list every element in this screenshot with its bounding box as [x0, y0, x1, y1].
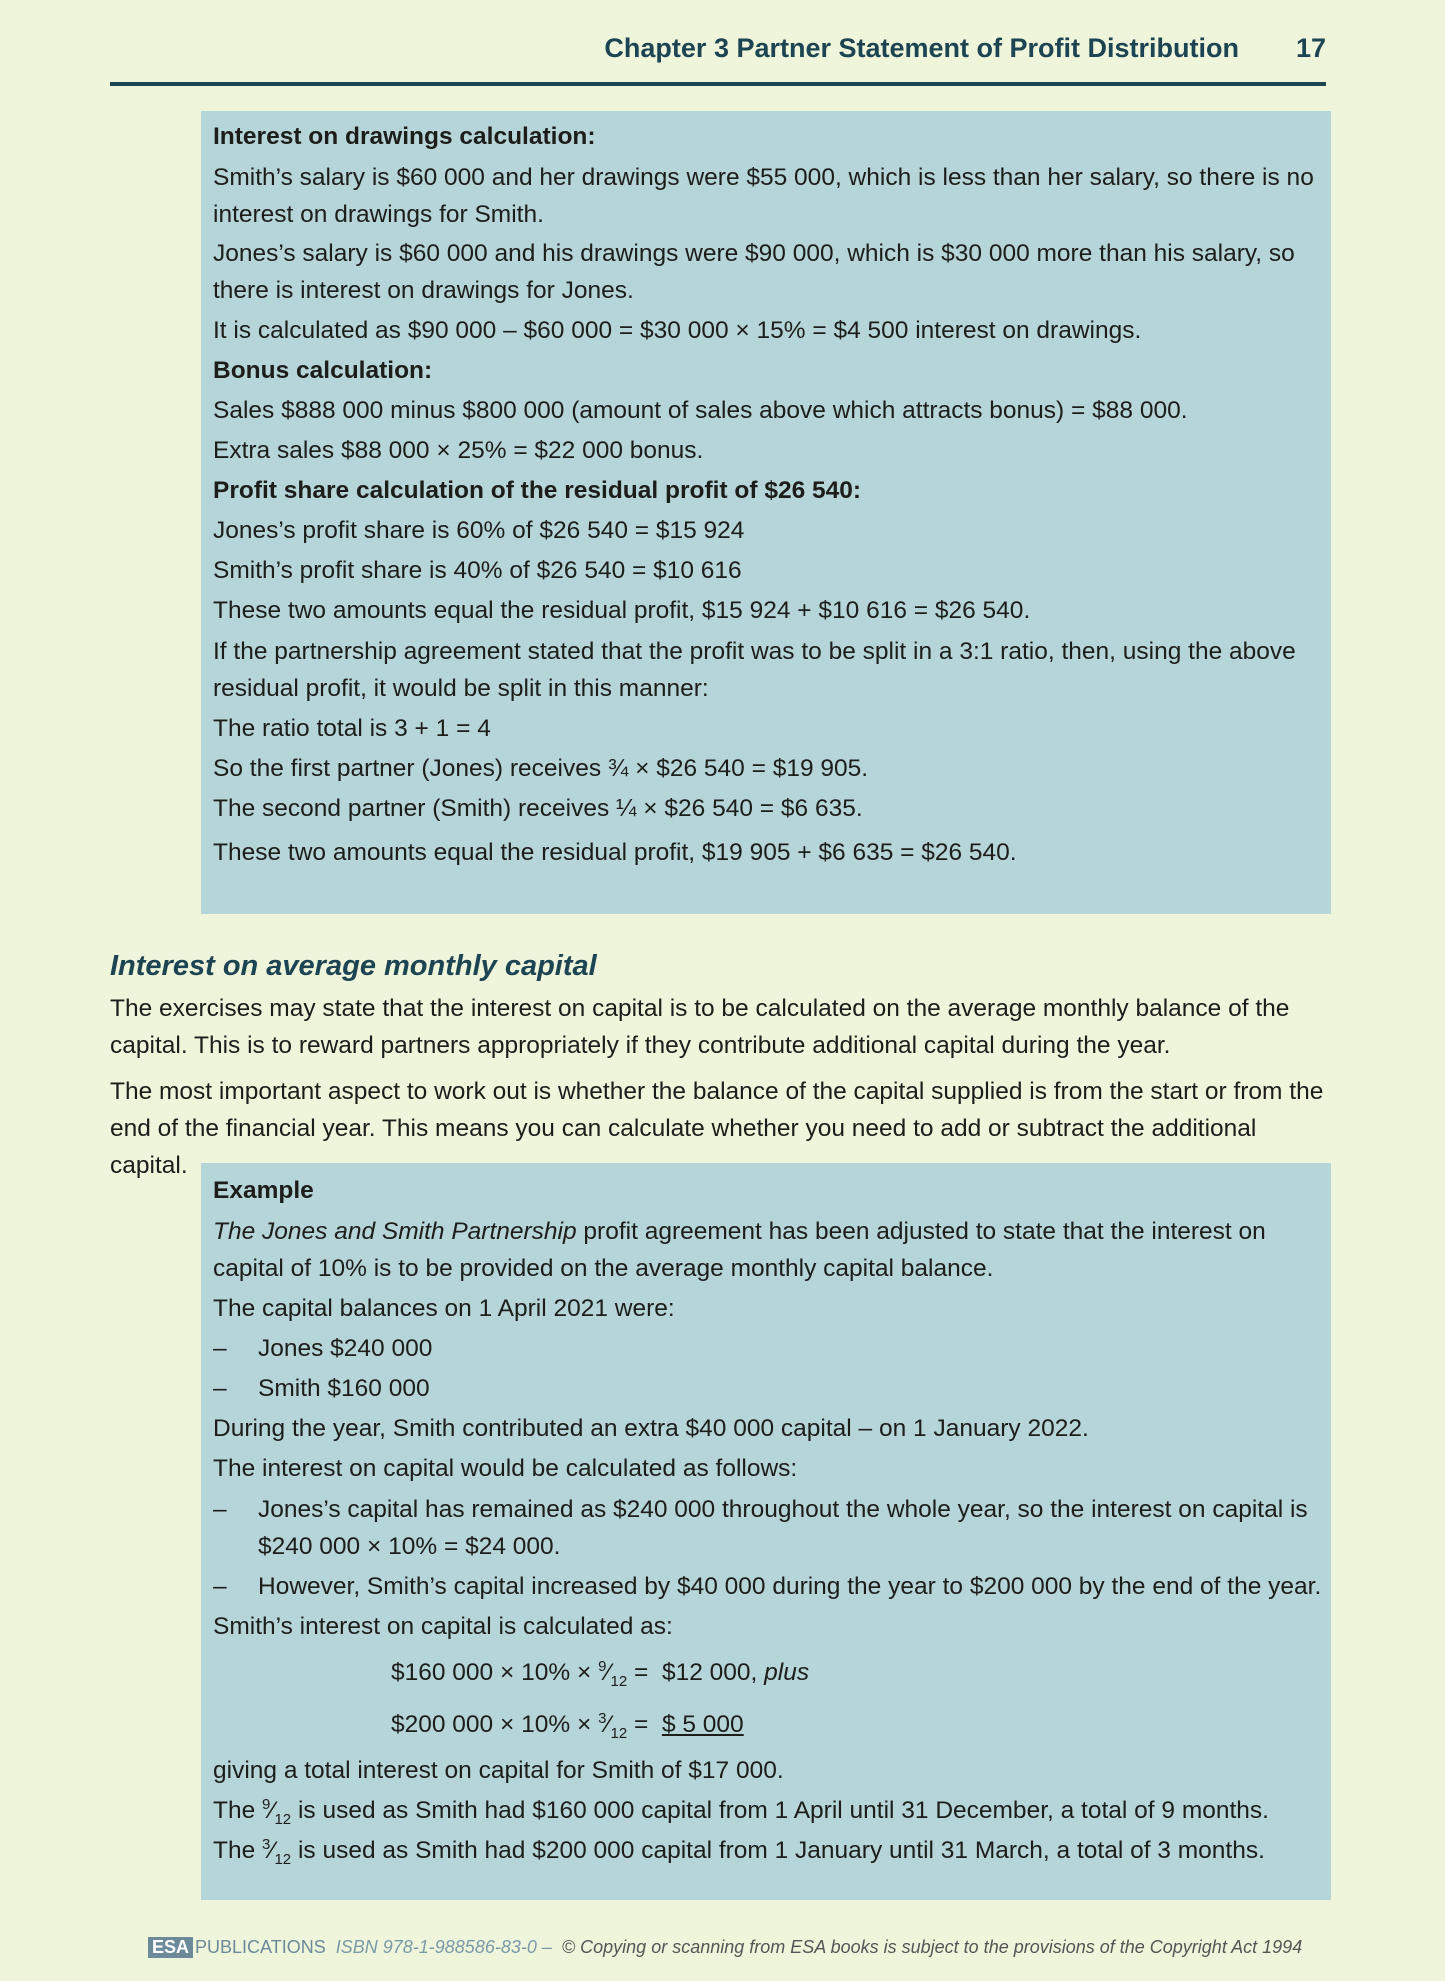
calc-intro-line: The interest on capital would be calculated as follows: [213, 1455, 798, 1482]
calc1-plus: plus [764, 1659, 810, 1686]
publisher-name: PUBLICATIONS [195, 1937, 326, 1957]
partnership-name: The Jones and Smith Partnership [213, 1218, 577, 1245]
profit-share-heading: Profit share calculation of the residual profit of $26 540: [213, 477, 862, 504]
page-number: 17 [1295, 33, 1326, 63]
copyright-text: © Copying or scanning from ESA books is subject to the provisions of the Copyright Act 1994 [561, 1937, 1303, 1957]
total-label: giving a total interest on capital for Smith of [213, 1757, 682, 1784]
smith-balance-item: – Smith $160 000 [213, 1369, 1331, 1409]
calculation-box [201, 111, 1331, 914]
drawings-heading: Interest on drawings calculation: [213, 123, 596, 150]
section-body [110, 990, 1335, 1184]
jones-interest-item: – Jones’s capital has remained as $240 000 throughout the whole year, so the interest on capital is $240 000 × 10% = $24 000. [213, 1491, 1331, 1565]
residual-sum-line-2: These two amounts equal the residual profit, $19 905 + $6 635 = $26 540. [213, 839, 1017, 866]
calc1-result: $12 000, [661, 1659, 758, 1686]
smith-increase-item: – However, Smith’s capital increased by $40 000 during the year to $200 000 by the end of the year. [213, 1567, 1331, 1607]
balances-intro: The capital balances on 1 April 2021 were: [213, 1295, 675, 1322]
calc1-left: $160 000 × 10% × [391, 1659, 599, 1686]
isbn-text: ISBN 978-1-988586-83-0 – [335, 1937, 552, 1957]
example-heading: Example [213, 1177, 314, 1204]
jones-balance-item: – Jones $240 000 [213, 1329, 1331, 1369]
example-intro [213, 1213, 1331, 1287]
nine-twelfths-explanation: The $^9⁄_{12}$ is used as Smith had $160 000 capital from 1 April until 31 December, a total of 9 months. [213, 1795, 1269, 1828]
drawings-calc-line: It is calculated as $90 000 – $60 000 = $30 000 × 15% = $4 500 interest on drawings. [213, 317, 1142, 344]
first-partner-line: So the first partner (Jones) receives ¾ × $26 540 = $19 905. [213, 755, 869, 782]
residual-sum-line-1: These two amounts equal the residual profit, $15 924 + $10 616 = $26 540. [213, 597, 1031, 624]
second-partner-line: The second partner (Smith) receives ¼ × $26 540 = $6 635. [213, 795, 863, 822]
calc2-result: $ 5 000 [661, 1711, 744, 1738]
example-box [201, 1163, 1331, 1900]
three-twelfths-explanation: The $^3⁄_{12}$ is used as Smith had $200 000 capital from 1 January until 31 March, a total of 3 months. [213, 1835, 1265, 1868]
total-line [213, 1751, 1331, 1791]
contribution-line: During the year, Smith contributed an extra $40 000 capital – on 1 January 2022. [213, 1415, 1089, 1442]
jones-drawings-text: Jones’s salary is $60 000 and his drawings were $90 000, which is $30 000 more than his salary, so there is interest on drawings for Jones. [213, 240, 1295, 304]
calc2-left: $200 000 × 10% × [391, 1711, 599, 1738]
fraction-three-twelfths: $^3⁄_{12}$ [598, 1709, 628, 1742]
smith-calc-intro: Smith’s interest on capital is calculated as: [213, 1613, 673, 1640]
ratio-total-line: The ratio total is 3 + 1 = 4 [213, 715, 491, 742]
section-paragraph-1: The exercises may state that the interest on capital is to be calculated on the average monthly balance of the capital. This is to reward partners appropriately if they contribute additional capital during the year. [110, 995, 1290, 1059]
calc-row-1: $160 $000 \times 10\% \times ^9⁄_{12}$ = $12 000, plus [213, 1647, 1331, 1699]
esa-logo: ESA [148, 1937, 193, 1958]
bonus-line-1: Sales $888 000 minus $800 000 (amount of sales above which attracts bonus) = $88 000. [213, 397, 1188, 424]
calc-row-2: $200 $000 \times 10\% \times ^3⁄_{12}$ = $ 5 000 [213, 1699, 1331, 1751]
smith-drawings-text: Smith’s salary is $60 000 and her drawings were $55 000, which is less than her salary, so there is no interest on drawings for Smith. [213, 164, 1314, 228]
example-intro-rest: profit agreement has been adjusted to state that the interest on capital of 10% is to be provided on the average monthly capital balance. [213, 1218, 1266, 1282]
section-paragraph-2: The most important aspect to work out is whether the balance of the capital supplied is from the start or from the end of the financial year. This means you can calculate whether you need to add or subtract the additional capital. [110, 1078, 1324, 1179]
page-footer [148, 1937, 1333, 1965]
bonus-heading: Bonus calculation: [213, 357, 433, 384]
fraction-nine-twelfths: $^9⁄_{12}$ [598, 1657, 628, 1690]
ratio-intro-text: If the partnership agreement stated that the profit was to be split in a 3:1 ratio, then, using the above residual profit, it would be split in this manner: [213, 638, 1296, 702]
jones-share-line: Jones’s profit share is 60% of $26 540 = $15 924 [213, 517, 745, 544]
total-value: $17 000. [688, 1757, 784, 1784]
bonus-line-2: Extra sales $88 000 × 25% = $22 000 bonus. [213, 437, 704, 464]
smith-share-line: Smith’s profit share is 40% of $26 540 = $10 616 [213, 557, 742, 584]
page-header [110, 30, 1326, 86]
chapter-title: Chapter 3 Partner Statement of Profit Distribution [604, 33, 1239, 63]
section-heading: Interest on average monthly capital [110, 950, 597, 982]
